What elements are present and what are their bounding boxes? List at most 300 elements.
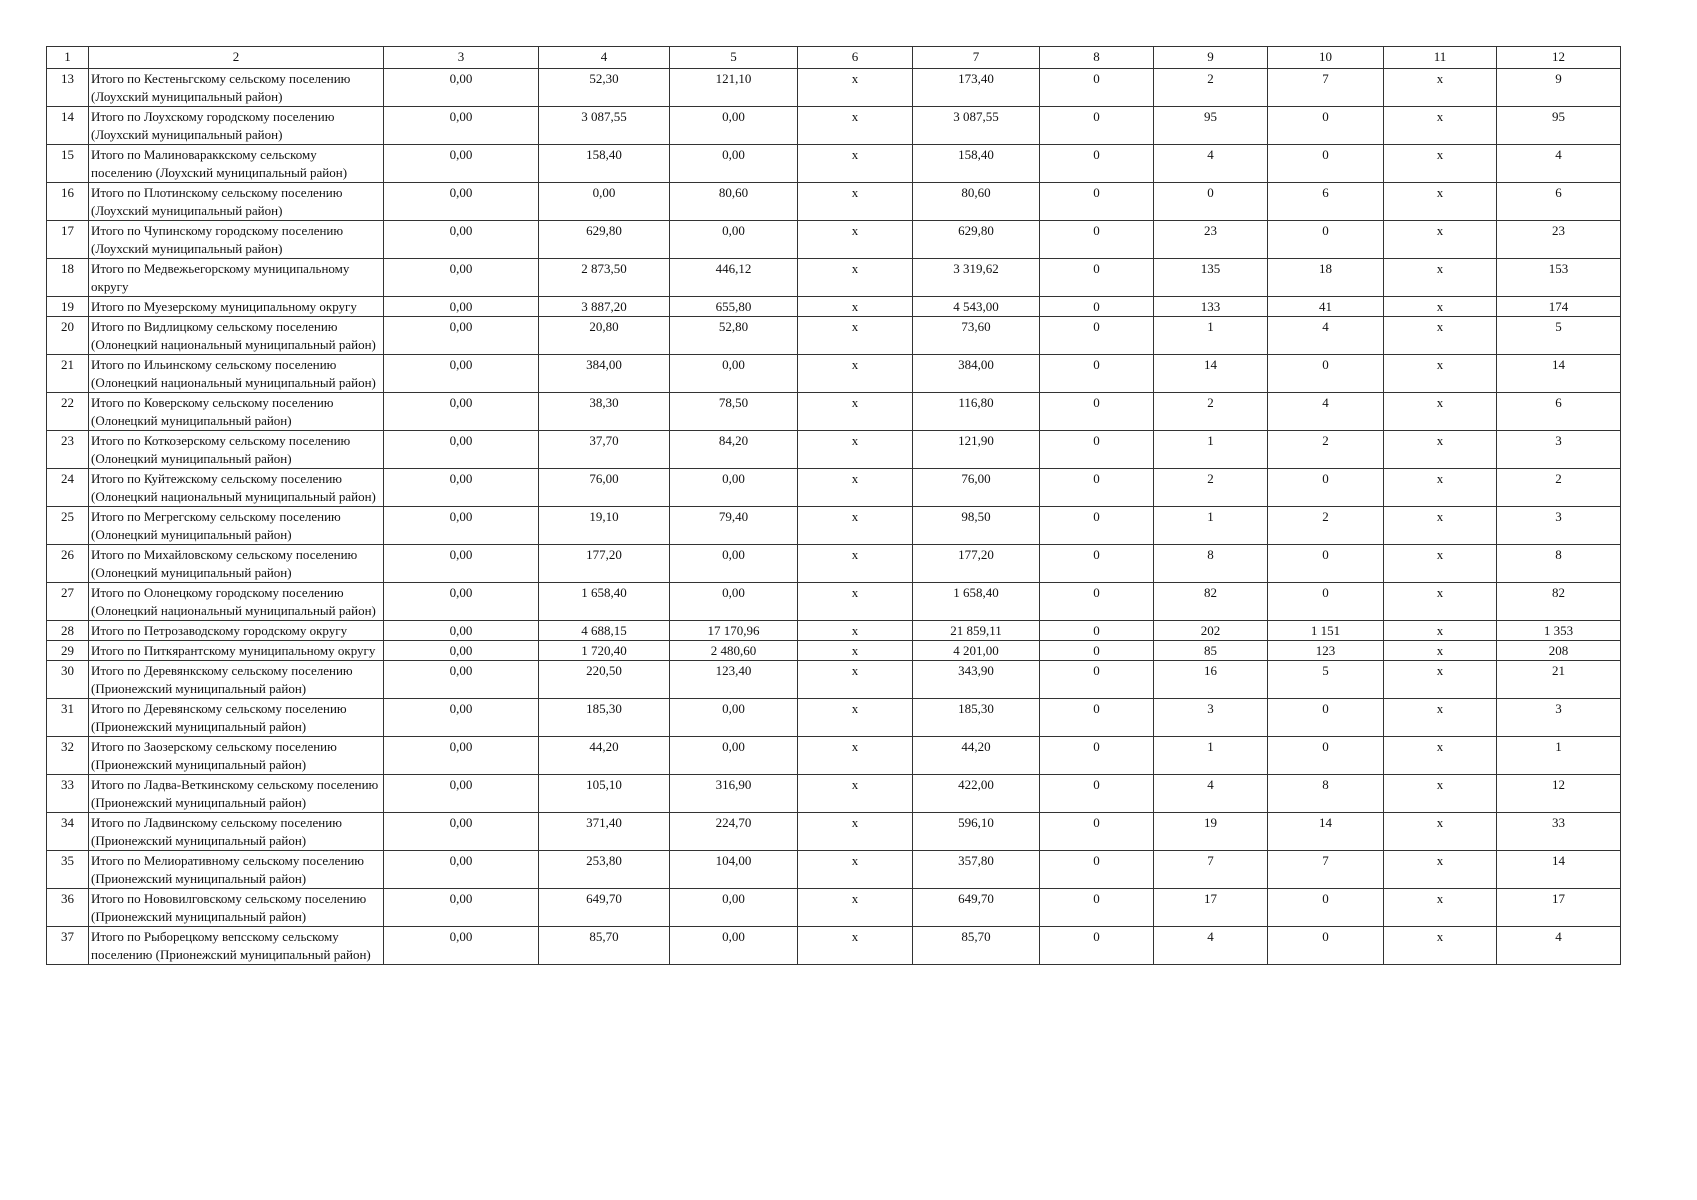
row-number-cell: 34 — [47, 813, 89, 851]
row-number-cell: 25 — [47, 507, 89, 545]
col-4-cell: 1 658,40 — [539, 583, 670, 621]
col-5-cell: 0,00 — [670, 889, 798, 927]
col-10-cell: 2 — [1268, 431, 1384, 469]
col-4-cell: 2 873,50 — [539, 259, 670, 297]
col-3-cell: 0,00 — [384, 851, 539, 889]
table-row — [47, 317, 1621, 355]
col-10-cell: 0 — [1268, 221, 1384, 259]
settlement-name-cell: Итого по Деревянскому сельскому поселению (Прионежский муниципальный район) — [89, 699, 384, 737]
col-5-cell: 0,00 — [670, 699, 798, 737]
col-10-cell: 18 — [1268, 259, 1384, 297]
column-header: 8 — [1040, 47, 1154, 69]
row-number-cell: 29 — [47, 641, 89, 661]
col-11-cell: x — [1384, 927, 1497, 965]
col-9-cell: 19 — [1154, 813, 1268, 851]
settlement-name-cell: Итого по Михайловскому сельскому поселению (Олонецкий муниципальный район) — [89, 545, 384, 583]
col-5-cell: 79,40 — [670, 507, 798, 545]
col-3-cell: 0,00 — [384, 545, 539, 583]
col-4-cell: 371,40 — [539, 813, 670, 851]
col-4-cell: 105,10 — [539, 775, 670, 813]
col-11-cell: x — [1384, 183, 1497, 221]
settlement-name-cell: Итого по Питкярантскому муниципальному округу — [89, 641, 384, 661]
col-9-cell: 4 — [1154, 775, 1268, 813]
col-11-cell: x — [1384, 393, 1497, 431]
col-10-cell: 0 — [1268, 107, 1384, 145]
col-4-cell: 3 887,20 — [539, 297, 670, 317]
col-10-cell: 6 — [1268, 183, 1384, 221]
header-row — [47, 47, 1621, 69]
settlement-name-cell: Итого по Медвежьегорскому муниципальному округу — [89, 259, 384, 297]
col-3-cell: 0,00 — [384, 183, 539, 221]
col-6-cell: x — [798, 183, 913, 221]
col-3-cell: 0,00 — [384, 641, 539, 661]
col-6-cell: x — [798, 259, 913, 297]
col-9-cell: 23 — [1154, 221, 1268, 259]
row-number-cell: 20 — [47, 317, 89, 355]
col-4-cell: 19,10 — [539, 507, 670, 545]
table-row — [47, 259, 1621, 297]
table-row — [47, 107, 1621, 145]
col-12-cell: 2 — [1497, 469, 1621, 507]
col-3-cell: 0,00 — [384, 107, 539, 145]
row-number-cell: 31 — [47, 699, 89, 737]
col-4-cell: 1 720,40 — [539, 641, 670, 661]
settlement-name-cell: Итого по Мегрегскому сельскому поселению (Олонецкий муниципальный район) — [89, 507, 384, 545]
col-4-cell: 177,20 — [539, 545, 670, 583]
col-5-cell: 104,00 — [670, 851, 798, 889]
column-header: 7 — [913, 47, 1040, 69]
col-3-cell: 0,00 — [384, 621, 539, 641]
col-11-cell: x — [1384, 431, 1497, 469]
settlement-name-cell: Итого по Заозерскому сельскому поселению (Прионежский муниципальный район) — [89, 737, 384, 775]
col-4-cell: 37,70 — [539, 431, 670, 469]
col-5-cell: 224,70 — [670, 813, 798, 851]
col-12-cell: 95 — [1497, 107, 1621, 145]
col-11-cell: x — [1384, 507, 1497, 545]
col-7-cell: 596,10 — [913, 813, 1040, 851]
table-row — [47, 221, 1621, 259]
col-5-cell: 0,00 — [670, 355, 798, 393]
col-8-cell: 0 — [1040, 889, 1154, 927]
col-7-cell: 121,90 — [913, 431, 1040, 469]
col-4-cell: 52,30 — [539, 69, 670, 107]
col-8-cell: 0 — [1040, 583, 1154, 621]
col-6-cell: x — [798, 927, 913, 965]
col-10-cell: 0 — [1268, 469, 1384, 507]
col-6-cell: x — [798, 583, 913, 621]
col-4-cell: 649,70 — [539, 889, 670, 927]
settlement-name-cell: Итого по Муезерскому муниципальному округу — [89, 297, 384, 317]
row-number-cell: 17 — [47, 221, 89, 259]
col-9-cell: 1 — [1154, 317, 1268, 355]
table-row — [47, 775, 1621, 813]
col-4-cell: 44,20 — [539, 737, 670, 775]
col-6-cell: x — [798, 355, 913, 393]
table-row — [47, 145, 1621, 183]
col-10-cell: 0 — [1268, 355, 1384, 393]
col-8-cell: 0 — [1040, 737, 1154, 775]
col-9-cell: 1 — [1154, 737, 1268, 775]
col-8-cell: 0 — [1040, 775, 1154, 813]
col-6-cell: x — [798, 775, 913, 813]
table-row — [47, 431, 1621, 469]
col-7-cell: 116,80 — [913, 393, 1040, 431]
col-4-cell: 220,50 — [539, 661, 670, 699]
row-number-cell: 13 — [47, 69, 89, 107]
col-4-cell: 0,00 — [539, 183, 670, 221]
row-number-cell: 36 — [47, 889, 89, 927]
col-5-cell: 0,00 — [670, 145, 798, 183]
settlement-name-cell: Итого по Коткозерскому сельскому поселению (Олонецкий муниципальный район) — [89, 431, 384, 469]
table-row — [47, 297, 1621, 317]
col-7-cell: 422,00 — [913, 775, 1040, 813]
col-3-cell: 0,00 — [384, 221, 539, 259]
col-4-cell: 3 087,55 — [539, 107, 670, 145]
col-12-cell: 12 — [1497, 775, 1621, 813]
table-row — [47, 183, 1621, 221]
col-12-cell: 6 — [1497, 183, 1621, 221]
col-5-cell: 0,00 — [670, 927, 798, 965]
col-7-cell: 384,00 — [913, 355, 1040, 393]
table-row — [47, 545, 1621, 583]
col-12-cell: 3 — [1497, 699, 1621, 737]
settlement-name-cell: Итого по Олонецкому городскому поселению (Олонецкий национальный муниципальный район) — [89, 583, 384, 621]
col-8-cell: 0 — [1040, 813, 1154, 851]
col-4-cell: 384,00 — [539, 355, 670, 393]
table-row — [47, 507, 1621, 545]
col-10-cell: 0 — [1268, 737, 1384, 775]
data-table — [46, 46, 1621, 965]
table-row — [47, 69, 1621, 107]
col-11-cell: x — [1384, 145, 1497, 183]
settlement-name-cell: Итого по Ильинскому сельскому поселению (Олонецкий национальный муниципальный район) — [89, 355, 384, 393]
col-8-cell: 0 — [1040, 431, 1154, 469]
col-3-cell: 0,00 — [384, 259, 539, 297]
col-7-cell: 158,40 — [913, 145, 1040, 183]
col-6-cell: x — [798, 221, 913, 259]
col-8-cell: 0 — [1040, 545, 1154, 583]
col-9-cell: 4 — [1154, 145, 1268, 183]
col-3-cell: 0,00 — [384, 583, 539, 621]
col-7-cell: 80,60 — [913, 183, 1040, 221]
col-3-cell: 0,00 — [384, 813, 539, 851]
col-11-cell: x — [1384, 317, 1497, 355]
col-5-cell: 80,60 — [670, 183, 798, 221]
col-11-cell: x — [1384, 661, 1497, 699]
col-6-cell: x — [798, 851, 913, 889]
col-3-cell: 0,00 — [384, 661, 539, 699]
settlement-name-cell: Итого по Видлицкому сельскому поселению (Олонецкий национальный муниципальный район) — [89, 317, 384, 355]
col-11-cell: x — [1384, 355, 1497, 393]
col-11-cell: x — [1384, 469, 1497, 507]
col-4-cell: 38,30 — [539, 393, 670, 431]
col-11-cell: x — [1384, 737, 1497, 775]
column-header: 1 — [47, 47, 89, 69]
col-11-cell: x — [1384, 641, 1497, 661]
col-5-cell: 0,00 — [670, 583, 798, 621]
col-7-cell: 3 319,62 — [913, 259, 1040, 297]
col-5-cell: 78,50 — [670, 393, 798, 431]
col-10-cell: 4 — [1268, 393, 1384, 431]
col-8-cell: 0 — [1040, 661, 1154, 699]
col-5-cell: 316,90 — [670, 775, 798, 813]
col-5-cell: 17 170,96 — [670, 621, 798, 641]
col-12-cell: 5 — [1497, 317, 1621, 355]
col-7-cell: 21 859,11 — [913, 621, 1040, 641]
col-8-cell: 0 — [1040, 259, 1154, 297]
settlement-name-cell: Итого по Лоухскому городскому поселению (Лоухский муниципальный район) — [89, 107, 384, 145]
col-7-cell: 177,20 — [913, 545, 1040, 583]
col-8-cell: 0 — [1040, 621, 1154, 641]
table-row — [47, 851, 1621, 889]
col-11-cell: x — [1384, 699, 1497, 737]
settlement-name-cell: Итого по Кестеньгскому сельскому поселению (Лоухский муниципальный район) — [89, 69, 384, 107]
table-body — [47, 69, 1621, 965]
col-4-cell: 20,80 — [539, 317, 670, 355]
settlement-name-cell: Итого по Нововилговскому сельскому поселению (Прионежский муниципальный район) — [89, 889, 384, 927]
column-header: 12 — [1497, 47, 1621, 69]
row-number-cell: 22 — [47, 393, 89, 431]
table-row — [47, 927, 1621, 965]
table-row — [47, 393, 1621, 431]
column-header: 9 — [1154, 47, 1268, 69]
col-9-cell: 16 — [1154, 661, 1268, 699]
col-7-cell: 98,50 — [913, 507, 1040, 545]
table-row — [47, 889, 1621, 927]
col-10-cell: 0 — [1268, 927, 1384, 965]
col-7-cell: 73,60 — [913, 317, 1040, 355]
col-12-cell: 3 — [1497, 507, 1621, 545]
settlement-name-cell: Итого по Малиновараккскому сельскому поселению (Лоухский муниципальный район) — [89, 145, 384, 183]
col-10-cell: 14 — [1268, 813, 1384, 851]
col-10-cell: 8 — [1268, 775, 1384, 813]
col-12-cell: 153 — [1497, 259, 1621, 297]
row-number-cell: 24 — [47, 469, 89, 507]
row-number-cell: 32 — [47, 737, 89, 775]
col-11-cell: x — [1384, 621, 1497, 641]
col-12-cell: 21 — [1497, 661, 1621, 699]
col-3-cell: 0,00 — [384, 699, 539, 737]
col-9-cell: 82 — [1154, 583, 1268, 621]
col-7-cell: 1 658,40 — [913, 583, 1040, 621]
col-9-cell: 3 — [1154, 699, 1268, 737]
table-row — [47, 355, 1621, 393]
settlement-name-cell: Итого по Рыборецкому вепсскому сельскому поселению (Прионежский муниципальный район) — [89, 927, 384, 965]
row-number-cell: 26 — [47, 545, 89, 583]
col-10-cell: 0 — [1268, 699, 1384, 737]
col-10-cell: 7 — [1268, 851, 1384, 889]
col-7-cell: 3 087,55 — [913, 107, 1040, 145]
column-header: 4 — [539, 47, 670, 69]
col-8-cell: 0 — [1040, 145, 1154, 183]
col-6-cell: x — [798, 145, 913, 183]
col-9-cell: 2 — [1154, 469, 1268, 507]
col-10-cell: 123 — [1268, 641, 1384, 661]
col-6-cell: x — [798, 107, 913, 145]
row-number-cell: 16 — [47, 183, 89, 221]
col-8-cell: 0 — [1040, 699, 1154, 737]
col-11-cell: x — [1384, 107, 1497, 145]
table-row — [47, 661, 1621, 699]
col-11-cell: x — [1384, 813, 1497, 851]
col-7-cell: 4 543,00 — [913, 297, 1040, 317]
column-header: 11 — [1384, 47, 1497, 69]
col-9-cell: 4 — [1154, 927, 1268, 965]
col-12-cell: 17 — [1497, 889, 1621, 927]
col-7-cell: 185,30 — [913, 699, 1040, 737]
col-7-cell: 343,90 — [913, 661, 1040, 699]
col-12-cell: 33 — [1497, 813, 1621, 851]
col-4-cell: 629,80 — [539, 221, 670, 259]
col-10-cell: 0 — [1268, 583, 1384, 621]
col-6-cell: x — [798, 661, 913, 699]
col-8-cell: 0 — [1040, 297, 1154, 317]
col-12-cell: 1 — [1497, 737, 1621, 775]
col-6-cell: x — [798, 699, 913, 737]
col-5-cell: 655,80 — [670, 297, 798, 317]
col-6-cell: x — [798, 737, 913, 775]
col-4-cell: 185,30 — [539, 699, 670, 737]
col-9-cell: 1 — [1154, 431, 1268, 469]
col-9-cell: 1 — [1154, 507, 1268, 545]
col-6-cell: x — [798, 621, 913, 641]
col-7-cell: 76,00 — [913, 469, 1040, 507]
col-12-cell: 208 — [1497, 641, 1621, 661]
col-10-cell: 41 — [1268, 297, 1384, 317]
column-header: 10 — [1268, 47, 1384, 69]
col-9-cell: 14 — [1154, 355, 1268, 393]
col-9-cell: 17 — [1154, 889, 1268, 927]
col-9-cell: 135 — [1154, 259, 1268, 297]
col-3-cell: 0,00 — [384, 889, 539, 927]
col-3-cell: 0,00 — [384, 393, 539, 431]
col-10-cell: 0 — [1268, 889, 1384, 927]
col-3-cell: 0,00 — [384, 737, 539, 775]
col-6-cell: x — [798, 507, 913, 545]
col-7-cell: 649,70 — [913, 889, 1040, 927]
col-6-cell: x — [798, 317, 913, 355]
col-3-cell: 0,00 — [384, 775, 539, 813]
col-3-cell: 0,00 — [384, 297, 539, 317]
column-header: 6 — [798, 47, 913, 69]
column-header: 3 — [384, 47, 539, 69]
col-7-cell: 85,70 — [913, 927, 1040, 965]
row-number-cell: 35 — [47, 851, 89, 889]
settlement-name-cell: Итого по Ладва-Веткинскому сельскому поселению (Прионежский муниципальный район) — [89, 775, 384, 813]
settlement-name-cell: Итого по Коверскому сельскому поселению (Олонецкий муниципальный район) — [89, 393, 384, 431]
row-number-cell: 37 — [47, 927, 89, 965]
col-4-cell: 76,00 — [539, 469, 670, 507]
col-12-cell: 4 — [1497, 927, 1621, 965]
table-row — [47, 813, 1621, 851]
col-5-cell: 121,10 — [670, 69, 798, 107]
col-3-cell: 0,00 — [384, 431, 539, 469]
settlement-name-cell: Итого по Мелиоративному сельскому поселению (Прионежский муниципальный район) — [89, 851, 384, 889]
col-12-cell: 4 — [1497, 145, 1621, 183]
col-9-cell: 0 — [1154, 183, 1268, 221]
col-3-cell: 0,00 — [384, 145, 539, 183]
col-12-cell: 3 — [1497, 431, 1621, 469]
col-6-cell: x — [798, 431, 913, 469]
col-11-cell: x — [1384, 69, 1497, 107]
col-8-cell: 0 — [1040, 107, 1154, 145]
col-5-cell: 446,12 — [670, 259, 798, 297]
row-number-cell: 30 — [47, 661, 89, 699]
col-5-cell: 0,00 — [670, 107, 798, 145]
row-number-cell: 19 — [47, 297, 89, 317]
col-8-cell: 0 — [1040, 469, 1154, 507]
col-11-cell: x — [1384, 221, 1497, 259]
col-12-cell: 9 — [1497, 69, 1621, 107]
col-12-cell: 8 — [1497, 545, 1621, 583]
col-12-cell: 1 353 — [1497, 621, 1621, 641]
col-7-cell: 173,40 — [913, 69, 1040, 107]
row-number-cell: 23 — [47, 431, 89, 469]
col-9-cell: 2 — [1154, 393, 1268, 431]
col-4-cell: 253,80 — [539, 851, 670, 889]
col-11-cell: x — [1384, 889, 1497, 927]
settlement-name-cell: Итого по Петрозаводскому городскому округу — [89, 621, 384, 641]
col-7-cell: 629,80 — [913, 221, 1040, 259]
col-10-cell: 7 — [1268, 69, 1384, 107]
col-8-cell: 0 — [1040, 69, 1154, 107]
col-6-cell: x — [798, 545, 913, 583]
col-11-cell: x — [1384, 851, 1497, 889]
col-11-cell: x — [1384, 545, 1497, 583]
col-8-cell: 0 — [1040, 851, 1154, 889]
col-10-cell: 4 — [1268, 317, 1384, 355]
col-9-cell: 7 — [1154, 851, 1268, 889]
table-row — [47, 699, 1621, 737]
row-number-cell: 27 — [47, 583, 89, 621]
col-9-cell: 85 — [1154, 641, 1268, 661]
col-8-cell: 0 — [1040, 641, 1154, 661]
table-row — [47, 469, 1621, 507]
row-number-cell: 21 — [47, 355, 89, 393]
col-5-cell: 0,00 — [670, 545, 798, 583]
col-5-cell: 84,20 — [670, 431, 798, 469]
col-6-cell: x — [798, 469, 913, 507]
col-11-cell: x — [1384, 775, 1497, 813]
col-6-cell: x — [798, 297, 913, 317]
col-10-cell: 2 — [1268, 507, 1384, 545]
row-number-cell: 33 — [47, 775, 89, 813]
settlement-name-cell: Итого по Чупинскому городскому поселению (Лоухский муниципальный район) — [89, 221, 384, 259]
col-12-cell: 82 — [1497, 583, 1621, 621]
col-10-cell: 1 151 — [1268, 621, 1384, 641]
row-number-cell: 18 — [47, 259, 89, 297]
row-number-cell: 15 — [47, 145, 89, 183]
col-8-cell: 0 — [1040, 355, 1154, 393]
col-5-cell: 52,80 — [670, 317, 798, 355]
col-7-cell: 44,20 — [913, 737, 1040, 775]
col-3-cell: 0,00 — [384, 317, 539, 355]
col-7-cell: 357,80 — [913, 851, 1040, 889]
settlement-name-cell: Итого по Ладвинскому сельскому поселению (Прионежский муниципальный район) — [89, 813, 384, 851]
col-3-cell: 0,00 — [384, 507, 539, 545]
col-11-cell: x — [1384, 583, 1497, 621]
column-header: 2 — [89, 47, 384, 69]
col-8-cell: 0 — [1040, 221, 1154, 259]
col-5-cell: 2 480,60 — [670, 641, 798, 661]
col-10-cell: 0 — [1268, 145, 1384, 183]
col-8-cell: 0 — [1040, 183, 1154, 221]
col-9-cell: 202 — [1154, 621, 1268, 641]
col-12-cell: 6 — [1497, 393, 1621, 431]
settlement-name-cell: Итого по Куйтежскому сельскому поселению (Олонецкий национальный муниципальный район) — [89, 469, 384, 507]
col-11-cell: x — [1384, 297, 1497, 317]
col-3-cell: 0,00 — [384, 469, 539, 507]
